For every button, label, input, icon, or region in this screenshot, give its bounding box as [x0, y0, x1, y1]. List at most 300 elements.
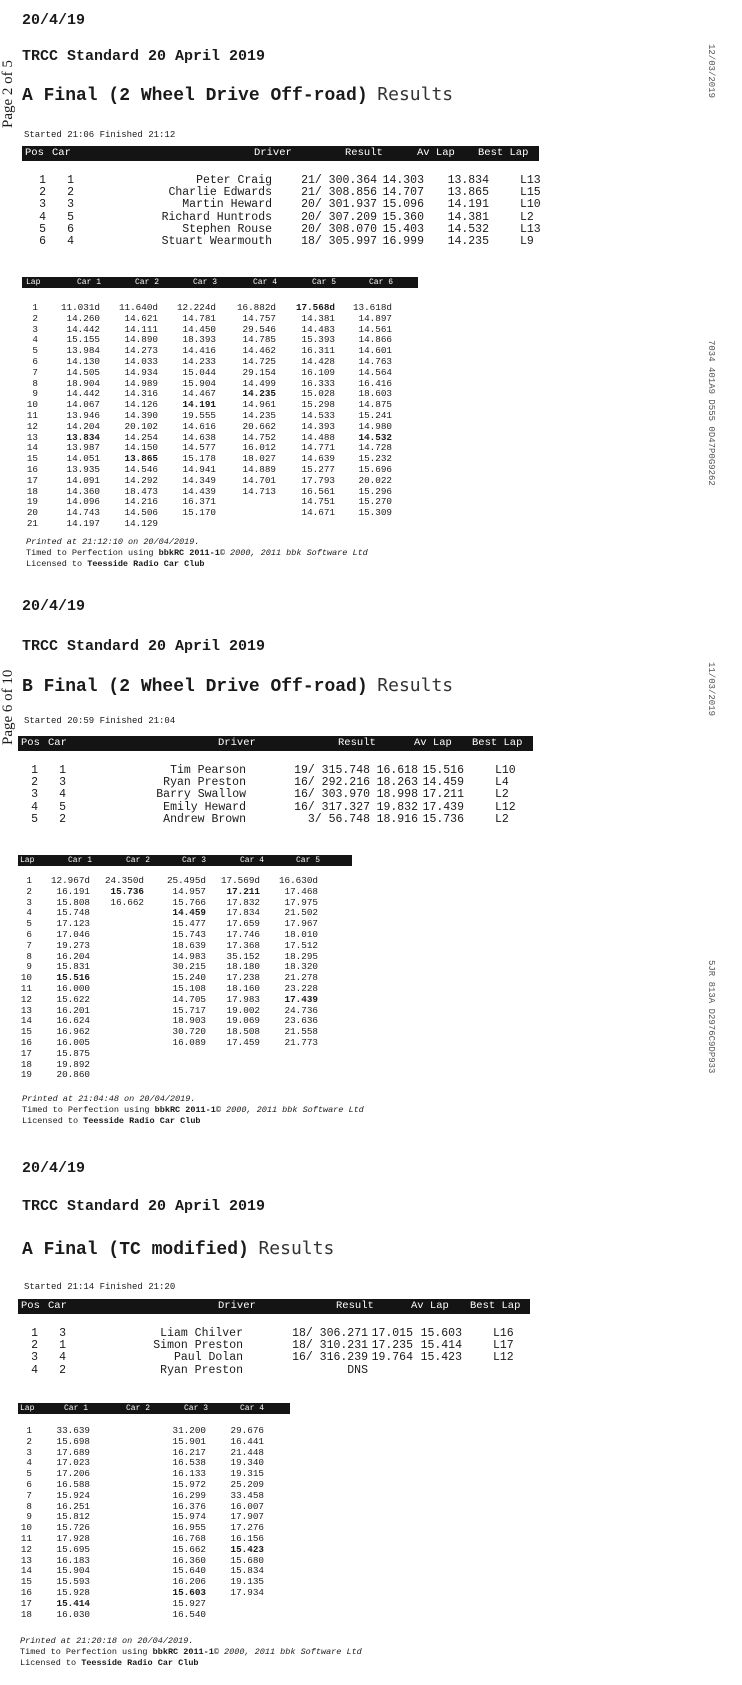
- lap-row: [18, 1609, 290, 1620]
- lap-number: 10: [20, 1522, 32, 1534]
- lap-time: 12.967d: [50, 875, 90, 886]
- lap-time: 16.416: [358, 377, 392, 389]
- cell-car: 2: [59, 1363, 66, 1377]
- lap-header-4: Car 4: [253, 278, 278, 287]
- lap-number: 6: [26, 1478, 32, 1490]
- race-name: A Final (2 Wheel Drive Off-road): [22, 86, 368, 106]
- lap-number: 17: [26, 474, 38, 486]
- software-brand: bbkRC 2011-1: [154, 1105, 216, 1115]
- cell-avlap: 18.998: [376, 788, 418, 802]
- lap-row: [22, 464, 418, 475]
- cell-car: 2: [59, 812, 66, 826]
- licensed-line: [22, 1116, 364, 1127]
- lap-number: 17: [20, 1047, 32, 1059]
- licensed-text: Licensed to: [20, 1658, 77, 1668]
- result-row: [18, 1327, 548, 1339]
- lap-number: 14: [26, 442, 38, 454]
- lap-row: [18, 1501, 290, 1512]
- lap-time: 16.012: [242, 442, 276, 454]
- lap-header-bar: [22, 277, 418, 288]
- lap-time: 17.793: [301, 474, 335, 486]
- lap-time: 11.031d: [60, 302, 100, 313]
- lap-row: [18, 961, 352, 972]
- cell-result: 16/ 303.970: [294, 788, 370, 802]
- cell-pos: 4: [31, 1363, 38, 1377]
- lap-number: 11: [20, 1532, 32, 1544]
- lap-time: 16.089: [172, 1036, 206, 1048]
- start-finish-time: Started 21:06 Finished 21:12: [24, 130, 176, 140]
- lap-number: 11: [26, 409, 38, 421]
- cell-result: 16/ 316.239: [292, 1351, 368, 1365]
- result-row: [22, 211, 552, 223]
- lap-row: [18, 1048, 352, 1059]
- header-driver: Driver: [218, 1300, 256, 1312]
- lap-number: 14: [20, 1565, 32, 1577]
- cell-result: 16/ 317.327: [294, 800, 370, 814]
- lap-number: 11: [20, 982, 32, 994]
- cell-result: 20/ 308.070: [301, 222, 377, 236]
- lap-time: 15.028: [301, 388, 335, 400]
- lap-time: 14.713: [242, 485, 276, 497]
- result-row: [18, 788, 548, 800]
- event-title: TRCC Standard 20 April 2019: [22, 1198, 266, 1215]
- cell-car: 4: [67, 234, 74, 248]
- cell-avlap: 15.360: [382, 210, 424, 224]
- lap-time: 14.390: [124, 409, 158, 421]
- cell-bestlap: L17: [493, 1339, 514, 1353]
- lap-number: 16: [20, 1036, 32, 1048]
- cell-driver: Liam Chilver: [160, 1327, 243, 1340]
- lap-row: [18, 1026, 352, 1037]
- lap-time: 15.748: [56, 907, 90, 919]
- lap-time: 20.860: [56, 1069, 90, 1081]
- lap-time: 17.238: [226, 972, 260, 984]
- lap-time: 14.216: [124, 496, 158, 508]
- lap-number: 5: [26, 1468, 32, 1480]
- lap-time: 16.217: [172, 1446, 206, 1458]
- lap-time: 18.320: [284, 961, 318, 973]
- software-brand: bbkRC 2011-1: [158, 548, 220, 558]
- result-row: [22, 223, 552, 235]
- cell-result: 19/ 315.748: [294, 764, 370, 777]
- cell-car: 1: [59, 1339, 66, 1353]
- results-table: [18, 1327, 548, 1376]
- lap-time: 14.890: [124, 334, 158, 346]
- lap-row: [18, 1425, 290, 1436]
- results-table: [18, 764, 548, 825]
- lap-time: 14.505: [66, 366, 100, 378]
- lap-number: 4: [32, 334, 38, 346]
- cell-car: 3: [59, 1327, 66, 1340]
- lap-header-4: Car 4: [240, 1404, 265, 1413]
- lap-time: 15.924: [56, 1489, 90, 1501]
- lap-time: 14.621: [124, 312, 158, 324]
- lap-time: 17.046: [56, 928, 90, 940]
- copyright-text: © 2000, 2011 bbk Software Ltd: [213, 1647, 362, 1657]
- cell-car: 3: [67, 198, 74, 212]
- lap-time: 17.439: [284, 993, 318, 1005]
- lap-time: 16.962: [56, 1026, 90, 1038]
- lap-header-1: Car 1: [64, 1404, 89, 1413]
- lap-time: 17.934: [230, 1586, 264, 1598]
- lap-row: [18, 972, 352, 983]
- software-brand: bbkRC 2011-1: [152, 1647, 214, 1657]
- lap-row: [22, 399, 418, 410]
- lap-time: 14.204: [66, 420, 100, 432]
- cell-driver: Stephen Rouse: [182, 222, 272, 236]
- lap-time: 14.428: [301, 355, 335, 367]
- lap-time: 16.007: [230, 1500, 264, 1512]
- lap-time: 17.276: [230, 1522, 264, 1534]
- lap-time: 29.546: [242, 323, 276, 335]
- lap-time: 16.376: [172, 1500, 206, 1512]
- lap-time: 30.215: [172, 961, 206, 973]
- lap-time: 17.211: [226, 885, 260, 897]
- lap-header-0: Lap: [26, 278, 41, 287]
- lap-number: 17: [20, 1597, 32, 1609]
- lap-time: 14.989: [124, 377, 158, 389]
- lap-header-2: Car 2: [126, 856, 151, 865]
- lap-time: 15.516: [56, 972, 90, 984]
- lap-number: 1: [26, 1425, 32, 1436]
- cell-car: 2: [67, 186, 74, 200]
- lap-time: 17.459: [226, 1036, 260, 1048]
- lap-time: 14.126: [124, 399, 158, 411]
- lap-time: 17.907: [230, 1511, 264, 1523]
- sheet-date: 20/4/19: [22, 598, 86, 615]
- lap-time: 14.273: [124, 345, 158, 357]
- lap-time: 20.662: [242, 420, 276, 432]
- lap-number: 2: [26, 885, 32, 897]
- lap-time: 19.315: [230, 1468, 264, 1480]
- lap-number: 18: [26, 485, 38, 497]
- lap-time: 15.901: [172, 1435, 206, 1447]
- cell-result: 16/ 292.216: [294, 776, 370, 790]
- lap-time: 14.983: [172, 950, 206, 962]
- result-row: [18, 1351, 548, 1363]
- lap-time: 14.757: [242, 312, 276, 324]
- cell-bestlap: L13: [520, 174, 541, 187]
- header-pos: Pos: [21, 737, 40, 749]
- lap-time: 30.720: [172, 1026, 206, 1038]
- lap-number: 9: [26, 961, 32, 973]
- lap-time: 14.743: [66, 507, 100, 519]
- lap-time: 14.506: [124, 507, 158, 519]
- lap-number: 7: [26, 939, 32, 951]
- lap-time: 15.696: [358, 463, 392, 475]
- header-car: Car: [52, 147, 71, 159]
- lap-number: 5: [32, 345, 38, 357]
- cell-best: 13.834: [447, 174, 489, 187]
- lap-time: 15.927: [172, 1597, 206, 1609]
- lap-time: 15.296: [358, 485, 392, 497]
- lap-number: 1: [32, 302, 38, 313]
- cell-driver: Tim Pearson: [170, 764, 246, 777]
- cell-pos: 6: [39, 234, 46, 248]
- lap-time: 14.499: [242, 377, 276, 389]
- lap-time: 14.292: [124, 474, 158, 486]
- header-driver: Driver: [254, 147, 292, 159]
- lap-time: 14.067: [66, 399, 100, 411]
- cell-driver: Paul Dolan: [173, 1351, 243, 1365]
- cell-best: 13.865: [447, 186, 489, 200]
- lap-time: 14.897: [358, 312, 392, 324]
- cell-pos: 3: [31, 788, 38, 802]
- header-avlap: Av Lap: [417, 147, 455, 159]
- lap-time: 15.044: [182, 366, 216, 378]
- results-word: Results: [377, 84, 454, 105]
- lap-number: 12: [20, 1543, 32, 1555]
- lap-time: 14.130: [66, 355, 100, 367]
- lap-time: 14.360: [66, 485, 100, 497]
- cell-avlap: 18.916: [376, 812, 418, 826]
- cell-best: 14.532: [447, 222, 489, 236]
- cell-bestlap: L13: [520, 222, 541, 236]
- lap-time: 14.638: [182, 431, 216, 443]
- lap-row: [18, 1468, 290, 1479]
- lap-time: 15.904: [56, 1565, 90, 1577]
- lap-number: 12: [20, 993, 32, 1005]
- lap-row: [18, 1587, 290, 1598]
- lap-time: 20.022: [358, 474, 392, 486]
- results-word: Results: [258, 1238, 335, 1259]
- lap-row: [22, 302, 418, 313]
- lap-time: 24.736: [284, 1004, 318, 1016]
- lap-time: 14.439: [182, 485, 216, 497]
- lap-row: [22, 313, 418, 324]
- lap-time: 21.558: [284, 1026, 318, 1038]
- lap-row: [18, 940, 352, 951]
- cell-driver: Simon Preston: [153, 1339, 243, 1353]
- sheet-footer: [20, 1636, 362, 1669]
- lap-time: 14.701: [242, 474, 276, 486]
- cell-result: 18/ 310.231: [292, 1339, 368, 1353]
- lap-number: 15: [20, 1576, 32, 1588]
- lap-time: 15.277: [301, 463, 335, 475]
- result-row: [22, 186, 552, 198]
- cell-result: DNS: [347, 1363, 368, 1377]
- lap-number: 10: [20, 972, 32, 984]
- cell-car: 5: [59, 800, 66, 814]
- lap-time: 14.191: [182, 399, 216, 411]
- lap-time: 19.273: [56, 939, 90, 951]
- lap-time: 21.278: [284, 972, 318, 984]
- lap-row: [22, 410, 418, 421]
- cell-pos: 5: [31, 812, 38, 826]
- header-bestlap: Best Lap: [472, 737, 523, 749]
- cell-avlap: 15.403: [382, 222, 424, 236]
- lap-time: 14.129: [124, 517, 158, 529]
- cell-avlap: 16.618: [376, 764, 418, 777]
- lap-time: 14.961: [242, 399, 276, 411]
- lap-time: 18.393: [182, 334, 216, 346]
- cell-bestlap: L4: [495, 776, 509, 790]
- timed-line: [22, 1105, 364, 1116]
- lap-time: 14.980: [358, 420, 392, 432]
- lap-number: 9: [26, 1511, 32, 1523]
- lap-row: [18, 1522, 290, 1533]
- cell-best: 15.414: [420, 1339, 462, 1353]
- lap-number: 19: [26, 496, 38, 508]
- lap-time: 20.102: [124, 420, 158, 432]
- cell-car: 6: [67, 222, 74, 236]
- lap-time: 16.630d: [278, 875, 318, 886]
- lap-row: [22, 453, 418, 464]
- lap-header-2: Car 2: [135, 278, 160, 287]
- lap-time: 14.532: [358, 431, 392, 443]
- lap-time: 15.743: [172, 928, 206, 940]
- cell-best: 14.191: [447, 198, 489, 212]
- lap-time: 25.209: [230, 1478, 264, 1490]
- lap-time: 14.381: [301, 312, 335, 324]
- lap-row: [18, 1490, 290, 1501]
- lap-header-1: Car 1: [68, 856, 93, 865]
- header-result: Result: [345, 147, 383, 159]
- lap-time: 15.698: [56, 1435, 90, 1447]
- lap-number: 8: [26, 950, 32, 962]
- lap-row: [18, 951, 352, 962]
- lap-time: 13.935: [66, 463, 100, 475]
- lap-time: 14.349: [182, 474, 216, 486]
- lap-time: 16.191: [56, 885, 90, 897]
- lap-row: [18, 897, 352, 908]
- lap-time: 14.751: [301, 496, 335, 508]
- lap-time: 13.984: [66, 345, 100, 357]
- cell-avlap: 15.096: [382, 198, 424, 212]
- licensed-line: [20, 1658, 362, 1669]
- lap-time: 17.512: [284, 939, 318, 951]
- lap-time: 29.154: [242, 366, 276, 378]
- lap-number: 18: [20, 1058, 32, 1070]
- lap-time: 14.091: [66, 474, 100, 486]
- lap-time: 19.002: [226, 1004, 260, 1016]
- club-name: Teesside Radio Car Club: [83, 1116, 201, 1126]
- cell-pos: 5: [39, 222, 46, 236]
- lap-time: 11.640d: [118, 302, 158, 313]
- lap-time: 15.766: [172, 896, 206, 908]
- race-heading: [22, 675, 453, 697]
- lap-time: 14.033: [124, 355, 158, 367]
- lap-time: 14.771: [301, 442, 335, 454]
- cell-pos: 1: [31, 764, 38, 777]
- lap-time: 14.260: [66, 312, 100, 324]
- cell-pos: 2: [31, 1339, 38, 1353]
- lap-row: [22, 367, 418, 378]
- lap-time: 19.892: [56, 1058, 90, 1070]
- lap-time: 14.459: [172, 907, 206, 919]
- lap-row: [18, 1511, 290, 1522]
- lap-row: [22, 432, 418, 443]
- lap-time: 19.340: [230, 1457, 264, 1469]
- lap-time: 16.251: [56, 1500, 90, 1512]
- lap-time: 17.569d: [220, 875, 260, 886]
- lap-number: 10: [26, 399, 38, 411]
- lap-time: 16.299: [172, 1489, 206, 1501]
- lap-time: 15.108: [172, 982, 206, 994]
- lap-row: [22, 496, 418, 507]
- lap-time: 19.555: [182, 409, 216, 421]
- licensed-line: [26, 559, 368, 570]
- cell-car: 3: [59, 776, 66, 790]
- lap-times-table: [18, 875, 352, 1080]
- lap-row: [22, 334, 418, 345]
- cell-pos: 4: [39, 210, 46, 224]
- lap-time: 12.224d: [176, 302, 216, 313]
- cell-driver: Martin Heward: [182, 198, 272, 212]
- lap-time: 18.010: [284, 928, 318, 940]
- lap-time: 15.834: [230, 1565, 264, 1577]
- lap-number: 4: [26, 907, 32, 919]
- licensed-text: Licensed to: [26, 559, 83, 569]
- header-bestlap: Best Lap: [470, 1300, 521, 1312]
- lap-time: 14.561: [358, 323, 392, 335]
- lap-time: 33.639: [56, 1425, 90, 1436]
- edge-mark-bottom: 5JR 813A D2976C9DP933: [706, 960, 716, 1074]
- lap-time: 15.808: [56, 896, 90, 908]
- cell-car: 1: [67, 174, 74, 187]
- lap-header-3: Car 3: [193, 278, 218, 287]
- lap-time: 14.705: [172, 993, 206, 1005]
- lap-time: 15.928: [56, 1586, 90, 1598]
- lap-time: 15.662: [172, 1543, 206, 1555]
- result-row: [18, 764, 548, 776]
- lap-time: 14.639: [301, 453, 335, 465]
- lap-header-0: Lap: [20, 856, 35, 865]
- timed-text: Timed to Perfection using: [22, 1105, 150, 1115]
- cell-avlap: 17.015: [371, 1327, 413, 1340]
- lap-time: 18.027: [242, 453, 276, 465]
- lap-time: 15.812: [56, 1511, 90, 1523]
- result-row: [18, 801, 548, 813]
- lap-time: 17.659: [226, 918, 260, 930]
- lap-time: 17.975: [284, 896, 318, 908]
- cell-pos: 1: [31, 1327, 38, 1340]
- results-table: [22, 174, 552, 247]
- lap-time: 19.135: [230, 1576, 264, 1588]
- lap-time: 14.233: [182, 355, 216, 367]
- lap-time: 18.903: [172, 1015, 206, 1027]
- lap-row: [18, 875, 352, 886]
- header-bestlap: Best Lap: [478, 147, 529, 159]
- lap-time: 17.368: [226, 939, 260, 951]
- lap-number: 21: [26, 517, 38, 529]
- lap-row: [18, 1598, 290, 1609]
- lap-time: 16.030: [56, 1608, 90, 1620]
- copyright-text: © 2000, 2011 bbk Software Ltd: [215, 1105, 364, 1115]
- lap-number: 7: [26, 1489, 32, 1501]
- lap-time: 23.636: [284, 1015, 318, 1027]
- lap-time: 13.618d: [352, 302, 392, 313]
- lap-time: 17.983: [226, 993, 260, 1005]
- cell-best: 17.439: [422, 800, 464, 814]
- lap-time: 24.350d: [104, 875, 144, 886]
- event-title: TRCC Standard 20 April 2019: [22, 638, 266, 655]
- lap-number: 20: [26, 507, 38, 519]
- page-mark: Page 6 of 10: [0, 669, 16, 745]
- lap-number: 13: [20, 1554, 32, 1566]
- lap-number: 2: [26, 1435, 32, 1447]
- lap-time: 35.152: [226, 950, 260, 962]
- lap-number: 7: [32, 366, 38, 378]
- lap-time: 18.904: [66, 377, 100, 389]
- lap-time: 14.462: [242, 345, 276, 357]
- lap-row: [18, 1479, 290, 1490]
- cell-avlap: 18.263: [376, 776, 418, 790]
- lap-time: 17.468: [284, 885, 318, 897]
- lap-time: 14.051: [66, 453, 100, 465]
- lap-row: [18, 1544, 290, 1555]
- lap-time: 15.736: [110, 885, 144, 897]
